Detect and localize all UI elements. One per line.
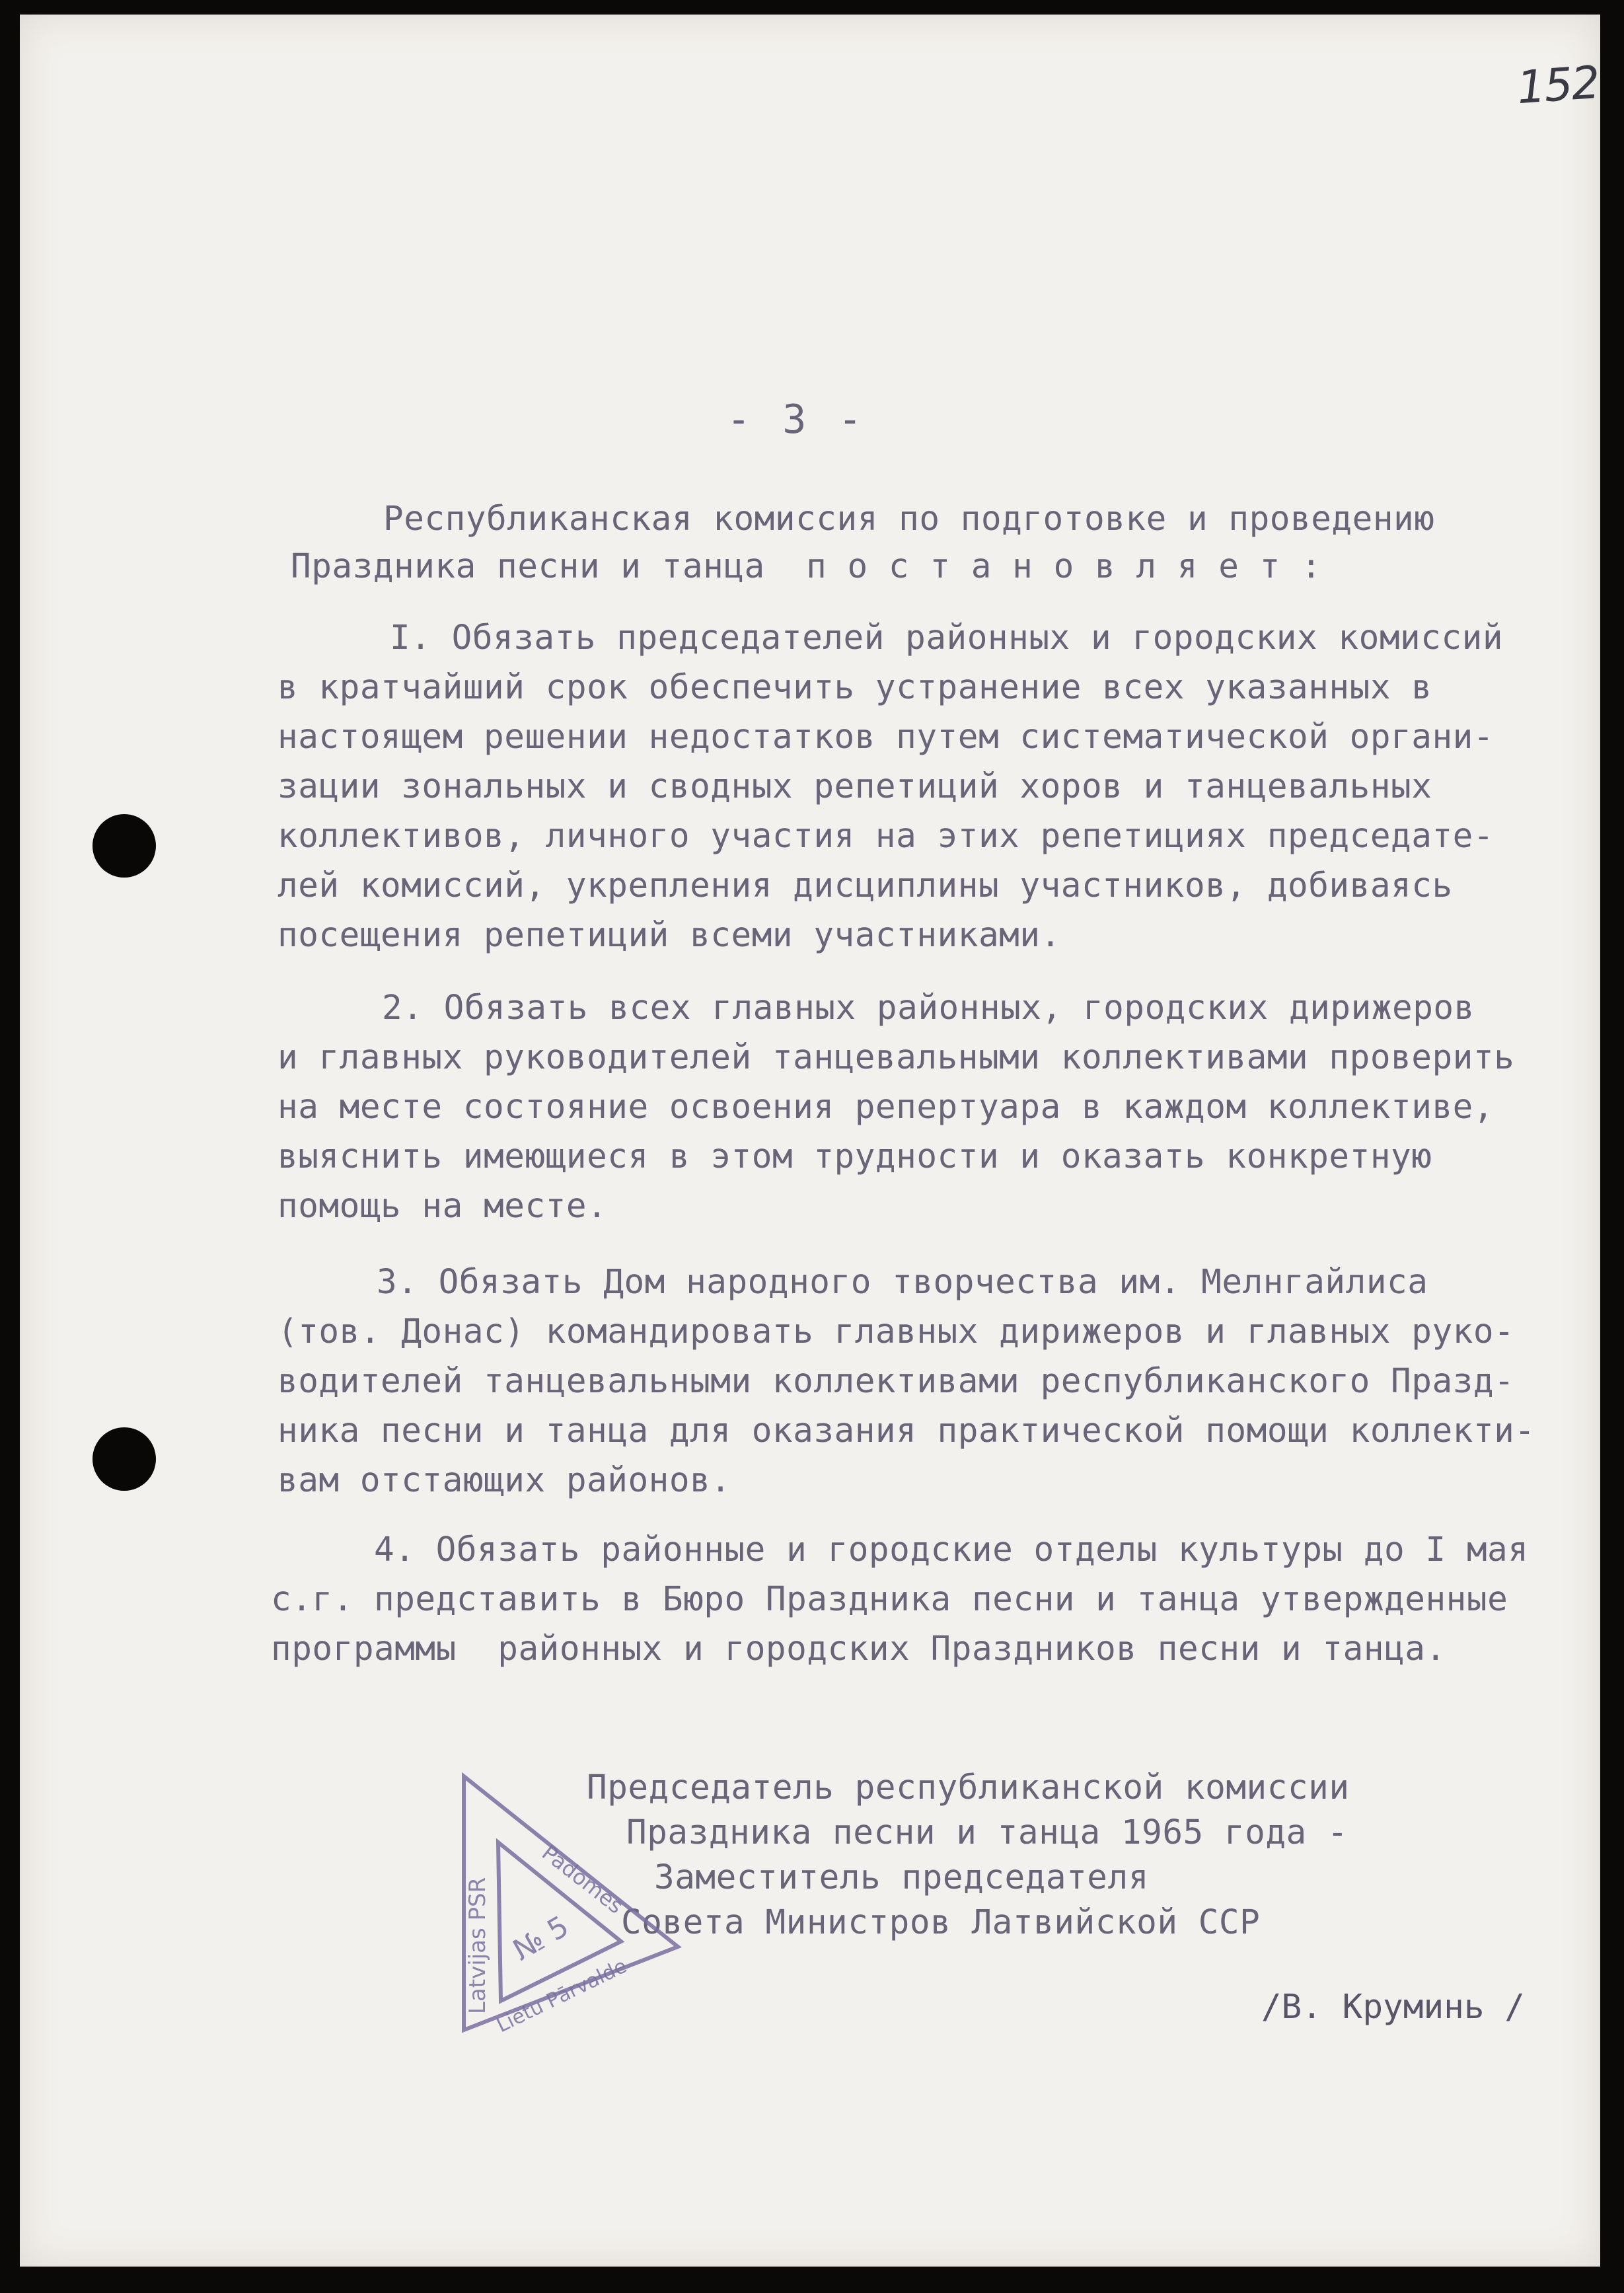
- stamp-outer-text: Latvijas PSR: [464, 1877, 491, 2014]
- item-1-line-3: настоящем решении недостатков путем систематической органи-: [277, 718, 1495, 757]
- item-2-line-2: и главных руководителей танцевальными коллективами проверить: [277, 1038, 1515, 1077]
- item-1-line-1: I. Обязать председателей районных и городских комиссий: [390, 619, 1504, 658]
- item-1-line-7: посещения репетиций всеми участниками.: [277, 916, 1061, 955]
- item-3-line-3: водителей танцевальными коллективами республиканского Празд-: [277, 1362, 1515, 1401]
- item-1-line-6: лей комиссий, укрепления дисциплины участников, добиваясь: [277, 866, 1453, 905]
- signature-line-3: Заместитель председателя: [654, 1858, 1149, 1897]
- signatory-name: /В. Круминь /: [1261, 1988, 1525, 2027]
- signature-line-1: Председатель республиканской комиссии: [587, 1768, 1350, 1807]
- item-3-line-2: (тов. Донас) командировать главных дирижеров и главных руко-: [277, 1312, 1515, 1351]
- item-4-line-3: программы районных и городских Праздников песни и танца.: [271, 1630, 1446, 1669]
- stamp-bottom-text: Lietu Pārvalde: [493, 1954, 631, 2038]
- folio-number: 152: [1515, 56, 1601, 115]
- punch-hole-upper: [92, 814, 156, 878]
- item-3-line-1: 3. Обязать Дом народного творчества им. Мелнгайлиса: [377, 1263, 1428, 1302]
- item-4-line-1: 4. Обязать районные и городские отделы культуры до I мая: [374, 1530, 1529, 1569]
- item-1-line-2: в кратчайший срок обеспечить устранение всех указанных в: [277, 668, 1432, 707]
- preamble-line-2: Праздника песни и танца п о с т а н о в л я е т :: [291, 547, 1322, 586]
- item-2-line-4: выяснить имеющиеся в этом трудности и оказать конкретную: [277, 1137, 1432, 1176]
- official-stamp: [455, 1763, 692, 2041]
- signature-line-4: Совета Министров Латвийской ССР: [621, 1903, 1261, 1942]
- item-1-line-5: коллективов, личного участия на этих репетициях председате-: [277, 817, 1495, 856]
- item-1-line-4: зации зональных и сводных репетиций хоров и танцевальных: [277, 767, 1432, 806]
- item-2-line-5: помощь на месте.: [277, 1187, 608, 1226]
- item-2-line-1: 2. Обязать всех главных районных, городских дирижеров: [382, 989, 1475, 1028]
- item-3-line-4: ника песни и танца для оказания практической помощи коллекти-: [277, 1411, 1535, 1450]
- punch-hole-lower: [92, 1427, 156, 1491]
- preamble-line-1: Республиканская комиссия по подготовке и проведению: [383, 500, 1435, 539]
- page-number: - 3 -: [727, 396, 866, 443]
- item-2-line-3: на месте состояние освоения репертуара в каждом коллективе,: [277, 1088, 1495, 1127]
- stamp-center-text: № 5: [507, 1909, 575, 1968]
- stamp-top-text: Padomes: [537, 1840, 628, 1919]
- item-4-line-2: с.г. представить в Бюро Праздника песни и танца утвержденные: [271, 1580, 1508, 1619]
- item-3-line-5: вам отстающих районов.: [277, 1461, 731, 1500]
- signature-line-2: Праздника песни и танца 1965 года -: [626, 1813, 1348, 1852]
